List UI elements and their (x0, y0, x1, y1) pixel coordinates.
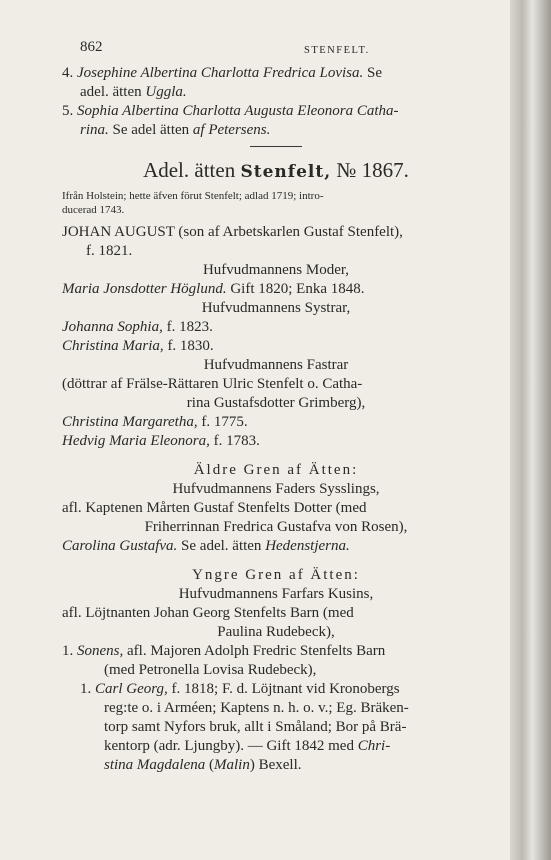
text-line (62, 537, 490, 556)
italic-text: Uggla. (145, 84, 187, 100)
text-line (62, 756, 490, 775)
line-text: afl. Majoren Adolph Fredric Stenfelts Barn (123, 643, 386, 659)
line-text: adel. ätten (80, 84, 146, 100)
text-line (62, 280, 490, 299)
line-text: f. 1783. (209, 433, 260, 449)
text-line (62, 604, 490, 623)
line-text: f. 1818; F. d. Löjtnant vid Kronobergs (167, 681, 400, 697)
line-text: f. 1775. (197, 414, 248, 430)
family-members (62, 223, 490, 451)
text-line (62, 480, 490, 499)
previous-entries (62, 64, 490, 140)
line-text: reg:te o. i Arméen; Kaptens n. h. o. v.; Eg. Bräken- (104, 700, 409, 716)
text-line (62, 337, 490, 356)
italic-text: Chri- (357, 738, 391, 754)
text-line (62, 661, 490, 680)
entry-number: 5. (62, 103, 74, 119)
italic-text: Malin (214, 757, 250, 773)
line-text: Se (363, 65, 382, 81)
italic-text: Johanna Sophia, (62, 319, 163, 335)
text-line (62, 261, 490, 280)
line-text: (med Petronella Lovisa Rudebeck), (104, 662, 317, 678)
text-line (62, 642, 490, 661)
title-prefix: Adel. ätten (143, 158, 241, 182)
line-text: f. 1830. (163, 338, 214, 354)
text-line (62, 499, 490, 518)
text-line (62, 737, 490, 756)
text-line (62, 83, 490, 102)
text-line (62, 518, 490, 537)
family-title (62, 157, 490, 185)
family-number: № 1867. (331, 158, 409, 182)
running-title: STENFELT. (304, 45, 370, 56)
italic-text: Christina Maria, (62, 338, 164, 354)
italic-text: Carolina Gustafva. (62, 538, 178, 554)
text-line (62, 680, 490, 699)
page-content (62, 36, 490, 775)
italic-text: Carl Georg, (95, 681, 168, 697)
italic-text: Sophia Albertina Charlotta Augusta Eleonora Catha- (77, 103, 399, 119)
line-text: Hufvudmannens Faders Sysslings, (172, 481, 380, 497)
intro-line: Ifrån Holstein; hette äfven förut Stenfelt; adlad 1719; intro- (62, 190, 324, 202)
line-text: ( (205, 757, 214, 773)
italic-text: Josephine Albertina Charlotta Fredrica Lovisa. (77, 65, 364, 81)
line-text: JOHAN AUGUST (son af Arbetskarlen Gustaf Stenfelt), (62, 224, 403, 240)
text-line (62, 718, 490, 737)
line-text: kentorp (adr. Ljungby). — Gift 1842 med (104, 738, 358, 754)
text-line (62, 394, 490, 413)
line-text: Gift 1820; Enka 1848. (226, 281, 365, 297)
text-line (62, 699, 490, 718)
line-text: torp samt Nyfors bruk, allt i Småland; Bor på Brä- (104, 719, 407, 735)
intro-line: ducerad 1743. (62, 204, 125, 216)
family-branches (62, 461, 490, 775)
family-intro (62, 189, 490, 217)
page-header (62, 36, 490, 58)
text-line (62, 432, 490, 451)
text-line (62, 356, 490, 375)
family-name: Stenfelt, (240, 162, 332, 182)
line-text: afl. Kaptenen Mårten Gustaf Stenfelts Dotter (med (62, 500, 367, 516)
text-line (62, 413, 490, 432)
line-text: Friherrinnan Fredrica Gustafva von Rosen), (144, 519, 408, 535)
entry-number: 4. (62, 65, 74, 81)
text-line (62, 223, 490, 242)
line-text: Hufvudmannens Farfars Kusins, (178, 586, 374, 602)
italic-text: Hedenstjerna. (265, 538, 350, 554)
text-line (62, 64, 490, 83)
line-text: Hufvudmannens Fastrar (203, 357, 349, 373)
line-text: ) Bexell. (249, 757, 302, 773)
line-text: afl. Löjtnanten Johan Georg Stenfelts Barn (med (62, 605, 354, 621)
text-line (62, 121, 490, 140)
book-spine (510, 0, 551, 860)
text-line (62, 299, 490, 318)
entry-number: 1. (62, 643, 74, 659)
text-line (62, 585, 490, 604)
line-text: (döttrar af Frälse-Rättaren Ulric Stenfelt o. Catha- (62, 376, 363, 392)
line-text: rina Gustafsdotter Grimberg), (186, 395, 366, 411)
line-text: Hufvudmannens Moder, (202, 262, 350, 278)
divider-rule (250, 146, 302, 147)
entry-number: 1. (80, 681, 92, 697)
italic-text: Hedvig Maria Eleonora, (62, 433, 210, 449)
italic-text: af Petersens. (192, 122, 271, 138)
branch-heading: Yngre Gren af Ätten: (192, 567, 360, 583)
line-text: Se adel. ätten (177, 538, 266, 554)
line-text: Se adel ätten (108, 122, 193, 138)
text-line (62, 375, 490, 394)
branch-heading: Äldre Gren af Ätten: (193, 462, 359, 478)
line-text: Paulina Rudebeck), (217, 624, 335, 640)
italic-text: Sonens, (77, 643, 124, 659)
text-line (62, 102, 490, 121)
line-text: f. 1821. (86, 243, 133, 259)
line-text: Hufvudmannens Systrar, (201, 300, 351, 316)
page-number: 862 (80, 39, 103, 55)
text-line (62, 623, 490, 642)
text-line (62, 318, 490, 337)
text-line (62, 242, 490, 261)
italic-text: stina Magdalena (104, 757, 206, 773)
italic-text: rina. (80, 122, 109, 138)
italic-text: Maria Jonsdotter Höglund. (62, 281, 227, 297)
italic-text: Christina Margaretha, (62, 414, 198, 430)
line-text: f. 1823. (162, 319, 213, 335)
